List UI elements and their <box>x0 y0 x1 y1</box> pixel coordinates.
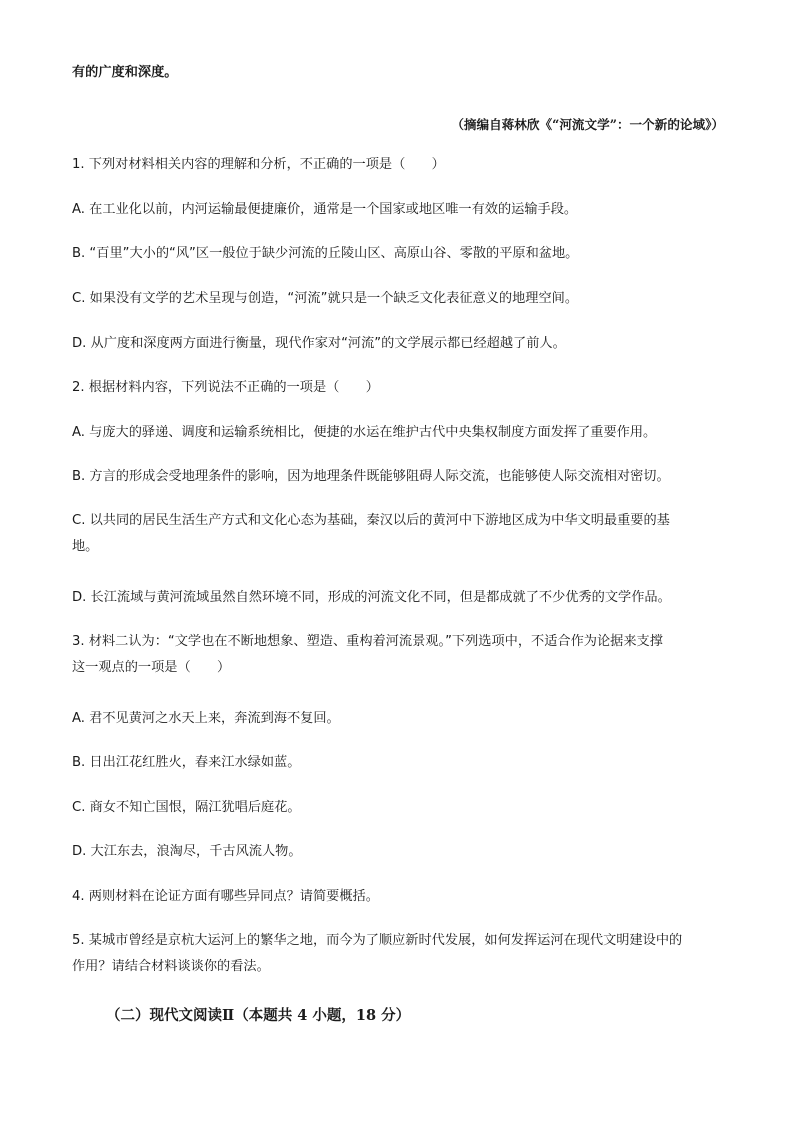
question-1-option-d: D. 从广度和深度两方面进行衡量，现代作家对“河流”的文学展示都已经超越了前人。 <box>72 336 566 351</box>
question-2-option-c <box>72 508 732 560</box>
question-1-option-c: C. 如果没有文学的艺术呈现与创造，“河流”就只是一个缺乏文化表征意义的地理空间。 <box>72 291 579 306</box>
question-2-stem: 2. 根据材料内容，下列说法不正确的一项是（ ） <box>72 380 379 395</box>
source-citation: （摘编自蒋林欣《“河流文学”：一个新的论域》） <box>451 117 724 132</box>
question-2-option-d: D. 长江流域与黄河流域虽然自然环境不同，形成的河流文化不同，但是都成就了不少优秀的文学作品。 <box>72 590 671 605</box>
question-3-option-b: B. 日出江花红胜火，春来江水绿如蓝。 <box>72 755 301 770</box>
question-1-option-a: A. 在工业化以前，内河运输最便捷廉价，通常是一个国家或地区唯一有效的运输手段。 <box>72 202 578 217</box>
question-1-stem: 1. 下列对材料相关内容的理解和分析，不正确的一项是（ ） <box>72 157 445 172</box>
question-3-stem-line-2: 这一观点的一项是（ ） <box>72 660 231 675</box>
question-2-option-b: B. 方言的形成会受地理条件的影响，因为地理条件既能够阻碍人际交流，也能够使人际交流相对密切。 <box>72 469 670 484</box>
question-3-option-d: D. 大江东去，浪淘尽，千古风流人物。 <box>72 844 302 859</box>
question-3-option-c: C. 商女不知亡国恨，隔江犹唱后庭花。 <box>72 800 301 815</box>
question-5-stem-line-2: 作用？请结合材料谈谈你的看法。 <box>72 959 270 974</box>
question-3-option-a: A. 君不见黄河之水天上来，奔流到海不复回。 <box>72 711 340 726</box>
intro-continuation: 有的广度和深度。 <box>72 65 178 80</box>
question-3-stem <box>72 629 732 681</box>
question-4-stem: 4. 两则材料在论证方面有哪些异同点？请简要概括。 <box>72 889 379 904</box>
section-heading: （二）现代文阅读Ⅱ（本题共 4 小题，18 分） <box>106 1007 411 1024</box>
question-5-stem <box>72 928 732 980</box>
question-1-option-b: B. “百里”大小的“风”区一般位于缺少河流的丘陵山区、高原山谷、零散的平原和盆地。 <box>72 246 579 261</box>
question-5-stem-line-1: 5. 某城市曾经是京杭大运河上的繁华之地，而今为了顺应新时代发展，如何发挥运河在现代文明建设中的 <box>72 933 683 948</box>
question-2-option-a: A. 与庞大的驿递、调度和运输系统相比，便捷的水运在维护古代中央集权制度方面发挥了重要作用。 <box>72 425 657 440</box>
question-2-option-c-line-2: 地。 <box>72 539 99 554</box>
question-3-stem-line-1: 3. 材料二认为：“文学也在不断地想象、塑造、重构着河流景观。”下列选项中，不适合作为论据来支撑 <box>72 634 663 649</box>
question-2-option-c-line-1: C. 以共同的居民生活生产方式和文化心态为基础，秦汉以后的黄河中下游地区成为中华文明最重要的基 <box>72 513 670 528</box>
